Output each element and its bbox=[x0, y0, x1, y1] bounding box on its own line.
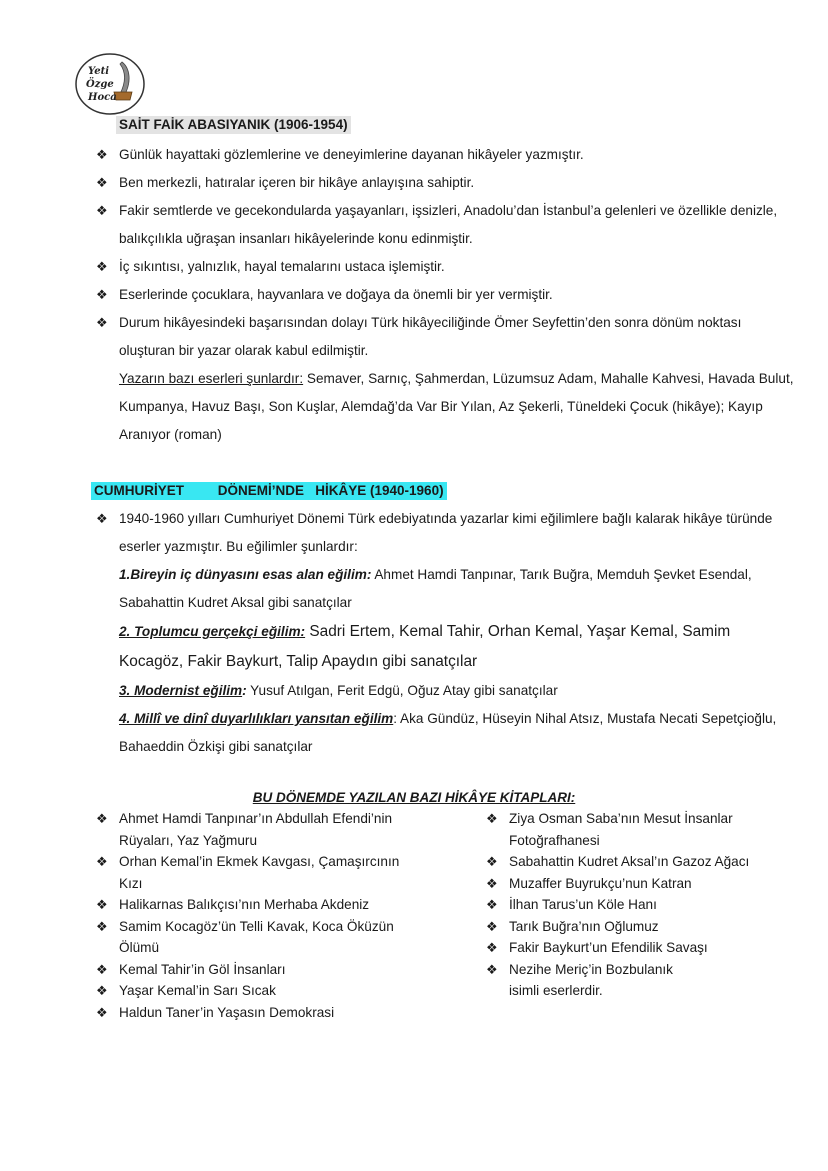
diamond-bullet-icon: ❖ bbox=[96, 897, 108, 912]
trend-4: 4. Millî ve dinî duyarlılıkları yansıtan eğilim: Aka Gündüz, Hüseyin Nihal Atsız, Mustafa Necati Sepetçioğlu, Bahaeddin Özkişi gibi sanatçılar bbox=[119, 711, 777, 754]
books-left-column bbox=[96, 808, 416, 1023]
list-item: ❖ İç sıkıntısı, yalnızlık, hayal temalarını ustaca işlemiştir. bbox=[96, 253, 796, 281]
diamond-bullet-icon: ❖ bbox=[486, 875, 498, 891]
section-heading-cumhuriyet: CUMHURİYET DÖNEMİ’NDE HİKÂYE (1940-1960) bbox=[91, 482, 447, 500]
list-item: ❖ Haldun Taner’in Yaşasın Demokrasi bbox=[96, 1002, 416, 1024]
list-item: ❖ Durum hikâyesindeki başarısından dolayı Türk hikâyeciliğinde Ömer Seyfettin’den sonra dönüm noktası oluşturan bir yazar olarak kabul edilmiştir. bbox=[96, 309, 796, 365]
list-item: ❖ İlhan Tarus’un Köle Hanı bbox=[486, 894, 786, 916]
list-item: ❖ 1940-1960 yılları Cumhuriyet Dönemi Türk edebiyatında yazarlar kimi eğilimlere bağlı kalarak hikâye türünde eserler yazmıştır. Bu eğilimler şunlardır: bbox=[96, 505, 796, 561]
list-item: ❖ Kemal Tahir’in Göl İnsanları bbox=[96, 959, 416, 981]
list-item: ❖ Halikarnas Balıkçısı’nın Merhaba Akdeniz bbox=[96, 894, 416, 916]
diamond-bullet-icon: ❖ bbox=[486, 854, 498, 869]
diamond-bullet-icon: ❖ bbox=[96, 175, 108, 190]
works-text: Semaver, Sarnıç, Şahmerdan, Lüzumsuz Adam, Mahalle Kahvesi, Havada Bulut, Kumpanya, Havuz Başı, Son Kuşlar, Alemdağ’da Var Bir Yılan, Az Şekerli, Tüneldeki Çocuk (hikâye); Kayıp Aranıyor (roman) bbox=[119, 371, 794, 442]
diamond-bullet-icon: ❖ bbox=[96, 259, 108, 274]
section-heading-sait-faik: SAİT FAİK ABASIYANIK (1906-1954) bbox=[116, 116, 351, 134]
diamond-bullet-icon: ❖ bbox=[96, 203, 108, 218]
diamond-bullet-icon: ❖ bbox=[96, 854, 108, 869]
list-item: ❖ Sabahattin Kudret Aksal’ın Gazoz Ağacı bbox=[486, 851, 786, 873]
teacher-logo bbox=[74, 52, 146, 116]
cumhuriyet-list bbox=[96, 505, 796, 761]
trend-3: 3. Modernist eğilim: Yusuf Atılgan, Ferit Edgü, Oğuz Atay gibi sanatçılar bbox=[119, 683, 558, 698]
diamond-bullet-icon: ❖ bbox=[96, 1004, 108, 1020]
diamond-bullet-icon: ❖ bbox=[96, 147, 108, 162]
list-item: ❖ Fakir semtlerde ve gecekondularda yaşayanları, işsizleri, Anadolu’dan İstanbul’a gelenleri ve özellikle denizle, balıkçılıkla uğraşan insanları hikâyelerinde konu edinmiştir. bbox=[96, 197, 796, 253]
diamond-bullet-icon: ❖ bbox=[486, 811, 498, 826]
works-paragraph bbox=[96, 365, 796, 449]
list-item: ❖ Ben merkezli, hatıralar içeren bir hikâye anlayışına sahiptir. bbox=[96, 169, 796, 197]
diamond-bullet-icon: ❖ bbox=[96, 983, 108, 998]
diamond-bullet-icon: ❖ bbox=[96, 918, 108, 934]
diamond-bullet-icon: ❖ bbox=[96, 961, 108, 977]
diamond-bullet-icon: ❖ bbox=[96, 315, 108, 330]
works-label: Yazarın bazı eserleri şunlardır: bbox=[119, 371, 304, 386]
list-item: ❖ Orhan Kemal’in Ekmek Kavgası, Çamaşırcının Kızı bbox=[96, 851, 416, 894]
closing-text: isimli eserlerdir. bbox=[509, 983, 603, 998]
books-right-column bbox=[486, 808, 786, 1002]
books-heading: BU DÖNEMDE YAZILAN BAZI HİKÂYE KİTAPLARI: bbox=[252, 790, 576, 805]
diamond-bullet-icon: ❖ bbox=[486, 918, 498, 934]
svg-text:Özge: Özge bbox=[86, 79, 114, 90]
list-item: ❖ Fakir Baykurt’un Efendilik Savaşı bbox=[486, 937, 786, 959]
diamond-bullet-icon: ❖ bbox=[96, 811, 108, 826]
list-item: ❖ Muzaffer Buyrukçu’nun Katran bbox=[486, 873, 786, 895]
list-item: ❖ Günlük hayattaki gözlemlerine ve deneyimlerine dayanan hikâyeler yazmıştır. bbox=[96, 141, 796, 169]
diamond-bullet-icon: ❖ bbox=[96, 511, 108, 526]
list-item: ❖ Ziya Osman Saba’nın Mesut İnsanlar Fotoğrafhanesi bbox=[486, 808, 786, 851]
sait-faik-list bbox=[96, 141, 796, 449]
diamond-bullet-icon: ❖ bbox=[486, 961, 498, 977]
trend-1: 1.Bireyin iç dünyasını esas alan eğilim: Ahmet Hamdi Tanpınar, Tarık Buğra, Memduh Şevket Esendal, Sabahattin Kudret Aksal gibi sanatçılar bbox=[119, 567, 752, 610]
list-item: ❖ Samim Kocagöz’ün Telli Kavak, Koca Öküzün Ölümü bbox=[96, 916, 416, 959]
list-item: ❖ Ahmet Hamdi Tanpınar’ın Abdullah Efendi’nin Rüyaları, Yaz Yağmuru bbox=[96, 808, 416, 851]
list-item: ❖ Yaşar Kemal’in Sarı Sıcak bbox=[96, 980, 416, 1002]
diamond-bullet-icon: ❖ bbox=[96, 287, 108, 302]
list-item: ❖ Nezihe Meriç’in Bozbulanık bbox=[486, 959, 786, 981]
svg-text:Hoca: Hoca bbox=[88, 92, 117, 103]
list-item: ❖ Tarık Buğra’nın Oğlumuz bbox=[486, 916, 786, 938]
diamond-bullet-icon: ❖ bbox=[486, 940, 498, 955]
svg-text:Yeti: Yeti bbox=[88, 66, 110, 77]
trend-2: 2. Toplumcu gerçekçi eğilim: Sadri Ertem, Kemal Tahir, Orhan Kemal, Yaşar Kemal, Samim Kocagöz, Fakir Baykurt, Talip Apaydın gibi sanatçılar bbox=[119, 623, 731, 670]
diamond-bullet-icon: ❖ bbox=[486, 897, 498, 912]
list-item: ❖ Eserlerinde çocuklara, hayvanlara ve doğaya da önemli bir yer vermiştir. bbox=[96, 281, 796, 309]
